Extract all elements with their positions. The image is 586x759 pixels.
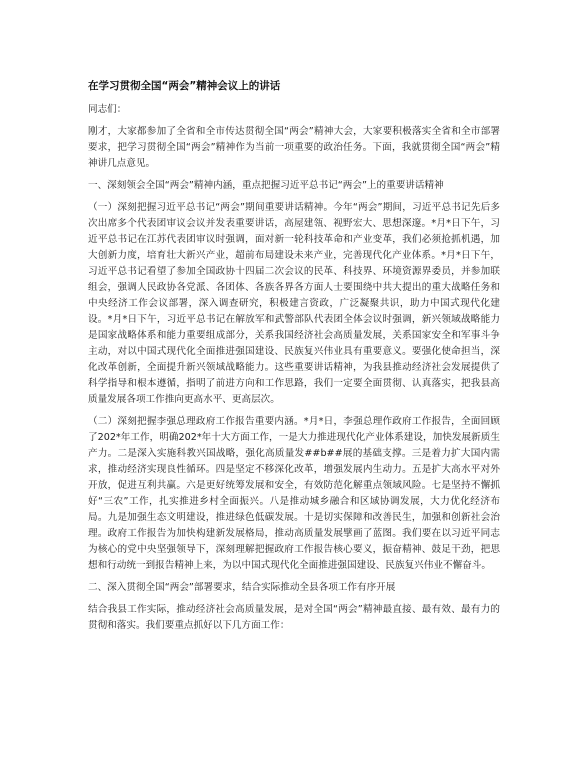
section-1-heading: 一、深刻领会全国“两会”精神内涵，重点把握习近平总书记“两会”上的重要讲话精神 — [88, 180, 444, 191]
section-1-paragraph-1: （一）深刻把握习近平总书记“两会”期间重要讲话精神。今年“两会”期间，习近平总书记先后多次出席多个代表团审议会议并发表重要讲话，高屋建瓴、视野宏大、思想深邃。*月*日下午，习近平总书记在江苏代表团审议时强调，面对新一轮科技革命和产业变革，我们必须抢抓机遇，加大创新力度，培育壮大新兴产业，超前布局建设未来产业，完善现代化产业体系。*月*日下午，习近平总书记看望了参加全国政协十四届二次会议的民革、科技界、环境资源界委员，并参加联组会，强调人民政协各党派、各团体、各族各界各方面人士要围绕中共大提出的重大战略任务和中央经济工作会议部署，深入调查研究，积极建言资政，广泛凝聚共识，助力中国式现代化建设。*月*日下午，习近平总书记在解放军和武警部队代表团全体会议时强调，新兴领域战略能力是国家战略体系和能力重要组成部分，关系我国经济社会高质量发展，关系国家安全和军事斗争主动，对以中国式现代化全面推进强国建设、民族复兴伟业具有重要意义。要强化使命担当，深化改革创新，全面提升新兴领域战略能力。这些重要讲话精神，为我县推动经济社会发展提供了科学指导和根本遵循，指明了前进方向和工作思路，我们一定要全面贯彻、认真落实，把我县高质量发展各项工作推向更高水平、更高层次。 — [88, 202, 500, 405]
section-2-paragraph-1: 结合我县工作实际，推动经济社会高质量发展，是对全国“两会”精神最直接、最有效、最有力的贯彻和落实。我们要重点抓好以下几方面工作： — [88, 604, 500, 631]
intro-paragraph: 刚才，大家都参加了全省和全市传达贯彻全国“两会”精神大会，大家要积极落实全省和全市部署要求，把学习贯彻全国“两会”精神作为当前一项重要的政治任务。下面，我就贯彻全国“两会”精神讲几点意见。 — [88, 126, 500, 169]
section-1-paragraph-2: （二）深刻把握李强总理政府工作报告重要内涵。*月*日，李强总理作政府工作报告，全面回顾了202*年工作，明确202*年十大方面工作，一是大力推进现代化产业体系建设，加快发展新质生产力。二是深入实施科教兴国战略，强化高质量发##b##展的基础支撑。三是着力扩大国内需求，推动经济实现良性循环。四是坚定不移深化改革，增强发展内生动力。五是扩大高水平对外开放，促进互利共赢。六是更好统筹发展和安全，有效防范化解重点领域风险。七是坚持不懈抓好“三农”工作，扎实推进乡村全面振兴。八是推动城乡融合和区域协调发展，大力优化经济布局。九是加强生态文明建设，推进绿色低碳发展。十是切实保障和改善民生，加强和创新社会治理。政府工作报告为加快构建新发展格局，推动高质量发展擘画了蓝图。我们要在以习近平同志为核心的党中央坚强领导下，深刻理解把握政府工作报告核心要义，振奋精神、鼓足干劲，把思想和行动统一到报告精神上来，为以中国式现代化全面推进强国建设、民族复兴伟业不懈奋斗。 — [88, 416, 500, 571]
document-title: 在学习贯彻全国“两会”精神会议上的讲话 — [88, 80, 281, 92]
greeting: 同志们： — [88, 104, 127, 115]
document-page — [88, 72, 500, 640]
section-2-heading: 二、深入贯彻全国“两会”部署要求，结合实际推动全县各项工作有序开展 — [88, 582, 396, 593]
